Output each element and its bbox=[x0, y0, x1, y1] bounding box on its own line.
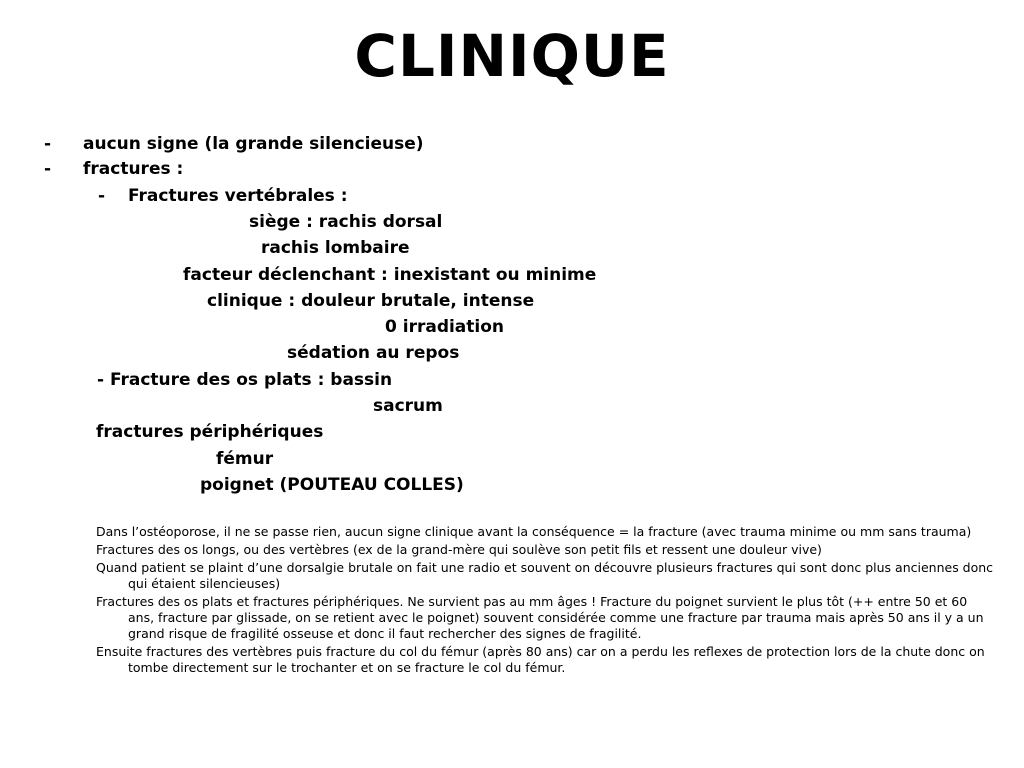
bullet-fractures: fractures : bbox=[83, 159, 184, 179]
line-sacrum: sacrum bbox=[373, 396, 443, 416]
note-paragraph: Fractures des os plats et fractures périphériques. Ne survient pas au mm âges ! Fracture du poignet survient le plus tôt (++ entre 50 et 60 ans, fracture par glissade, on se retient avec le poignet) souvent considérée comme une fracture par trauma mais après 50 ans il y a un grand risque de fragilité osseuse et donc il faut rechercher des signes de fragilité. bbox=[96, 594, 984, 641]
line-femur: fémur bbox=[216, 449, 274, 469]
line-fractures-peripheriques: fractures périphériques bbox=[96, 422, 324, 442]
line-siege: siège : rachis dorsal bbox=[249, 212, 443, 232]
notes-section bbox=[96, 524, 996, 678]
line-poignet: poignet (POUTEAU COLLES) bbox=[200, 475, 464, 495]
bullet-dash: - bbox=[44, 159, 52, 179]
line-os-plats: - Fracture des os plats : bassin bbox=[97, 370, 393, 390]
line-clinique: clinique : douleur brutale, intense bbox=[207, 291, 535, 311]
bullet-dash: - bbox=[44, 134, 52, 154]
bullet-aucun-signe: aucun signe (la grande silencieuse) bbox=[83, 134, 424, 154]
line-irradiation: 0 irradiation bbox=[385, 317, 505, 337]
note-paragraph: Fractures des os longs, ou des vertèbres (ex de la grand-mère qui soulève son petit fils et ressent une douleur vive) bbox=[96, 542, 822, 557]
note-paragraph: Quand patient se plaint d’une dorsalgie brutale on fait une radio et souvent on découvre plusieurs fractures qui sont donc plus anciennes donc qui étaient silencieuses) bbox=[96, 560, 994, 591]
line-sedation: sédation au repos bbox=[287, 343, 460, 363]
note-paragraph: Dans l’ostéoporose, il ne se passe rien, aucun signe clinique avant la conséquence = la fracture (avec trauma minime ou mm sans trauma) bbox=[96, 524, 972, 539]
bullet-dash: - bbox=[98, 186, 106, 206]
slide-title: CLINIQUE bbox=[354, 22, 670, 90]
bullet-fractures-vertebrales: Fractures vertébrales : bbox=[128, 186, 348, 206]
note-paragraph: Ensuite fractures des vertèbres puis fracture du col du fémur (après 80 ans) car on a perdu les reflexes de protection lors de la chute donc on tombe directement sur le trochanter et on se fracture le col du fémur. bbox=[96, 644, 985, 675]
line-rachis-lombaire: rachis lombaire bbox=[261, 238, 410, 258]
line-facteur-declenchant: facteur déclenchant : inexistant ou minime bbox=[183, 265, 597, 285]
